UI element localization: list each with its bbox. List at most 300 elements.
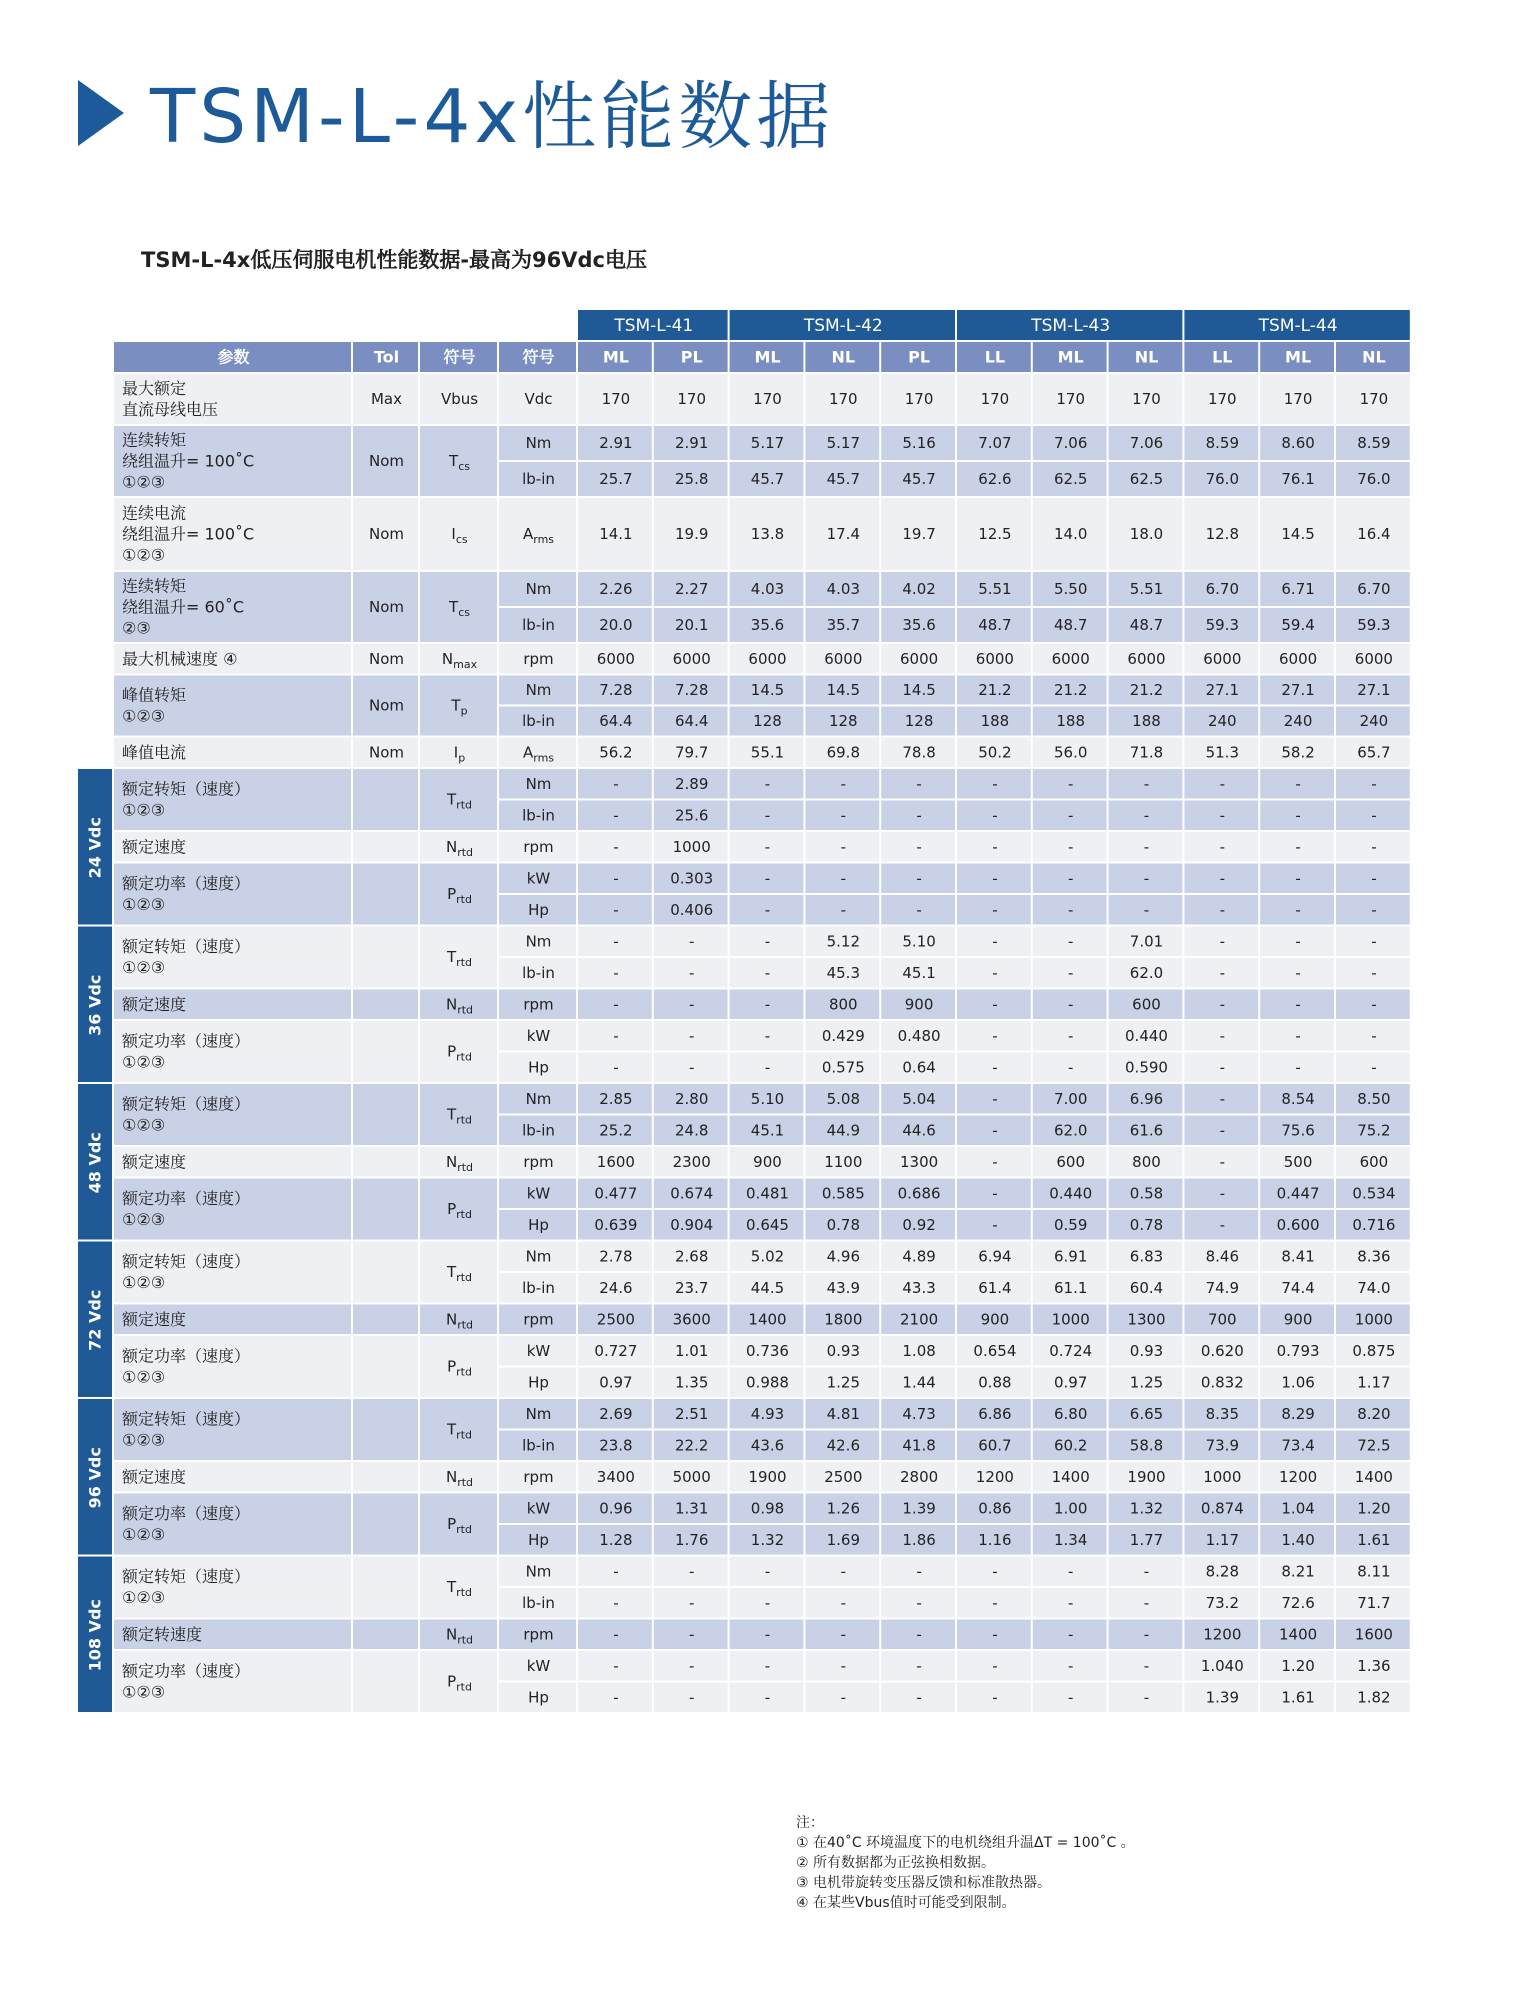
data-value: - [1371, 1058, 1377, 1077]
voltage-label: 96 Vdc [85, 1447, 105, 1509]
data-value: 2.78 [599, 1247, 633, 1266]
unit-value: kW [526, 1656, 551, 1675]
data-value: - [1067, 900, 1074, 919]
param-name-line: 绕组温升= 60˚C [122, 597, 245, 617]
data-value: - [992, 1625, 998, 1644]
unit-value: $A_{rms}$ [522, 525, 555, 546]
data-value: 4.93 [750, 1404, 785, 1423]
data-value: 74.0 [1357, 1278, 1391, 1297]
data-value: - [1067, 1593, 1074, 1612]
data-value: 42.6 [826, 1436, 861, 1455]
data-value: - [1067, 1688, 1074, 1707]
data-value: 2.80 [674, 1089, 709, 1108]
data-value: - [688, 1656, 695, 1675]
model-group-label: TSM-L-43 [1031, 316, 1111, 336]
data-value: - [764, 806, 771, 825]
data-value: 128 [828, 712, 858, 730]
param-name-line: 直流母线电压 [122, 400, 219, 419]
data-value: - [1067, 837, 1074, 856]
data-value: 0.600 [1276, 1215, 1320, 1234]
param-cell [114, 1336, 351, 1397]
data-value: - [1067, 932, 1074, 951]
data-value: 0.86 [978, 1499, 1012, 1518]
data-value: 128 [753, 712, 782, 730]
param-name-line: 额定转速度 [122, 1624, 203, 1644]
voltage-label: 24 Vdc [85, 817, 105, 879]
data-value: 76.0 [1357, 470, 1391, 488]
tol-value: Nom [368, 696, 405, 715]
data-value: 25.8 [674, 470, 709, 488]
data-value: - [992, 963, 998, 982]
header-tol-label: Tol [373, 347, 400, 367]
data-value: 6.91 [1053, 1247, 1088, 1266]
data-value: 1.39 [1205, 1688, 1240, 1707]
data-value: 4.96 [826, 1247, 861, 1266]
data-value: - [916, 806, 922, 825]
data-value: 75.6 [1281, 1121, 1315, 1140]
data-value: - [916, 900, 922, 919]
data-value: 2100 [900, 1310, 939, 1329]
data-value: 1200 [975, 1467, 1014, 1486]
symbol-value: $T_{rtd}$ [447, 790, 472, 811]
data-value: 43.6 [750, 1436, 785, 1455]
symbol-value: $I_p$ [453, 743, 466, 764]
data-value: 24.8 [674, 1121, 709, 1140]
param-name-line: 额定转矩（速度） [122, 1252, 251, 1271]
param-cell [114, 1557, 351, 1618]
data-value: - [1219, 837, 1226, 856]
symbol-value: $P_{rtd}$ [447, 1515, 472, 1536]
data-value: 7.06 [1129, 434, 1164, 452]
data-value: 1300 [900, 1152, 939, 1171]
data-value: - [992, 774, 998, 793]
data-value: - [1371, 837, 1377, 856]
data-value: - [840, 806, 847, 825]
data-value: 240 [1207, 712, 1237, 730]
data-value: - [764, 1625, 771, 1644]
data-value: - [764, 900, 771, 919]
data-value: 0.724 [1049, 1341, 1093, 1360]
unit-value: kW [526, 1026, 551, 1045]
data-value: 240 [1359, 712, 1389, 730]
param-name-line: ①②③ [122, 472, 166, 492]
data-value: 800 [1132, 1152, 1161, 1171]
data-value: - [992, 1656, 998, 1675]
symbol-value: $P_{rtd}$ [447, 1672, 472, 1693]
data-value: 3600 [672, 1310, 711, 1329]
data-value: - [840, 1562, 847, 1581]
data-value: - [992, 995, 998, 1014]
data-value: - [992, 1562, 998, 1581]
unit-value: Nm [525, 434, 552, 452]
data-value: - [916, 837, 922, 856]
data-value: - [1295, 869, 1301, 888]
param-name-line: ①②③ [122, 800, 166, 820]
data-value: 59.3 [1357, 616, 1391, 634]
data-value: - [840, 869, 847, 888]
data-value: 1.20 [1281, 1656, 1315, 1675]
data-value: 5.08 [826, 1089, 861, 1108]
data-value: 4.89 [902, 1247, 936, 1266]
param-name-line: 额定速度 [122, 1309, 187, 1329]
data-value: 1.32 [750, 1530, 785, 1549]
data-value: - [992, 1089, 998, 1108]
header-unit-label: 符号 [522, 347, 555, 367]
param-cell [114, 769, 351, 830]
data-value: 8.54 [1281, 1089, 1315, 1108]
unit-value: Nm [525, 580, 552, 598]
data-value: 1.17 [1205, 1530, 1240, 1549]
symbol-value: $T_{rtd}$ [447, 948, 472, 969]
data-value: 45.1 [902, 963, 936, 982]
tol-cell [353, 1305, 418, 1335]
data-value: 20.1 [674, 616, 709, 634]
data-value: 6000 [1051, 649, 1090, 668]
unit-value: Nm [525, 932, 552, 951]
data-value: 0.686 [897, 1184, 941, 1203]
data-value: - [840, 1656, 847, 1675]
data-value: 0.58 [1129, 1184, 1164, 1203]
data-value: - [992, 1184, 998, 1203]
data-value: 0.59 [1053, 1215, 1088, 1234]
param-name-line: ①②③ [122, 958, 166, 977]
note-item-4: ④ 在某些Vbus值时可能受到限制。 [796, 1895, 1016, 1911]
data-value: 25.6 [674, 806, 709, 825]
data-value: 0.440 [1125, 1026, 1168, 1045]
data-value: - [1143, 774, 1150, 793]
data-value: 22.2 [674, 1436, 709, 1455]
note-item-1: ① 在40˚C 环境温度下的电机绕组升温ΔT = 100˚C 。 [796, 1835, 1135, 1851]
data-value: 0.988 [746, 1373, 789, 1392]
data-value: 1100 [824, 1152, 863, 1171]
data-value: 500 [1283, 1152, 1313, 1171]
data-value: 8.11 [1357, 1562, 1391, 1581]
data-value: - [1295, 1026, 1301, 1045]
data-value: 0.96 [599, 1499, 633, 1518]
data-value: - [916, 1688, 922, 1707]
data-value: 45.1 [750, 1121, 785, 1140]
data-value: 23.7 [674, 1278, 709, 1297]
data-value: 25.2 [599, 1121, 633, 1140]
data-value: 64.4 [674, 712, 709, 730]
param-name-line: 额定速度 [122, 994, 187, 1014]
data-value: 0.645 [746, 1215, 789, 1234]
data-value: - [688, 963, 695, 982]
tol-cell [353, 864, 418, 925]
data-value: 0.98 [750, 1499, 785, 1518]
data-value: 0.727 [594, 1341, 638, 1360]
symbol-value: $P_{rtd}$ [447, 1357, 472, 1378]
data-value: 72.5 [1357, 1436, 1391, 1455]
data-value: 0.654 [973, 1341, 1017, 1360]
data-value: 0.716 [1352, 1215, 1396, 1234]
data-value: 3400 [596, 1467, 635, 1486]
tol-cell [353, 832, 418, 862]
unit-value: Nm [525, 1404, 552, 1423]
data-value: 2.85 [599, 1089, 633, 1108]
data-value: - [688, 1593, 695, 1612]
data-value: 170 [828, 390, 858, 408]
data-value: 1000 [1051, 1310, 1090, 1329]
data-value: 78.8 [902, 743, 936, 762]
data-value: 900 [980, 1310, 1010, 1329]
data-value: 1800 [824, 1310, 863, 1329]
data-value: 0.92 [902, 1215, 936, 1234]
data-value: 8.59 [1357, 434, 1391, 452]
data-value: 69.8 [826, 743, 861, 762]
data-value: 1.44 [902, 1373, 936, 1392]
data-value: - [992, 1152, 998, 1171]
data-value: - [1143, 1625, 1150, 1644]
param-name-line: 额定转矩（速度） [122, 937, 251, 956]
param-cell [114, 864, 351, 925]
data-value: 0.875 [1352, 1341, 1396, 1360]
data-value: - [1219, 869, 1226, 888]
param-name-line: 额定转矩（速度） [122, 1567, 251, 1586]
data-value: 35.6 [750, 616, 785, 634]
tol-cell [353, 1651, 418, 1712]
data-value: - [1067, 1562, 1074, 1581]
param-cell [114, 1494, 351, 1555]
data-value: 19.7 [902, 525, 936, 543]
data-value: 44.5 [750, 1278, 785, 1297]
data-value: 58.8 [1129, 1436, 1164, 1455]
param-cell [114, 1084, 351, 1145]
data-value: 1600 [596, 1152, 635, 1171]
data-value: - [1067, 963, 1074, 982]
data-value: 60.4 [1129, 1278, 1164, 1297]
data-value: 60.2 [1053, 1436, 1088, 1455]
data-value: 900 [753, 1152, 782, 1171]
data-value: 4.03 [750, 580, 785, 598]
data-value: - [764, 932, 771, 951]
data-value: 1.40 [1281, 1530, 1315, 1549]
param-name-line: 额定转矩（速度） [122, 1094, 251, 1114]
data-value: 5.10 [750, 1089, 785, 1108]
data-value: 19.9 [674, 525, 709, 543]
param-cell [114, 1179, 351, 1240]
data-value: 6.83 [1129, 1247, 1164, 1266]
param-name-line: ①②③ [122, 545, 166, 565]
data-value: 7.28 [599, 681, 633, 699]
data-value: 6.96 [1129, 1089, 1164, 1108]
data-value: 56.0 [1053, 743, 1088, 762]
param-name-line: 额定转矩（速度） [122, 1409, 251, 1429]
variant-header-label: ML [754, 347, 781, 367]
data-value: 1.61 [1357, 1530, 1391, 1549]
data-value: - [916, 869, 922, 888]
param-name-line: 连续转矩 [122, 430, 187, 450]
data-value: 8.35 [1205, 1404, 1240, 1423]
voltage-label: 48 Vdc [85, 1132, 105, 1194]
data-value: - [613, 1625, 619, 1644]
data-value: 60.7 [978, 1436, 1012, 1455]
data-value: - [764, 837, 771, 856]
voltage-label: 108 Vdc [85, 1599, 105, 1672]
data-value: 170 [1359, 390, 1389, 408]
data-value: - [992, 1215, 998, 1234]
notes [796, 1813, 1135, 1913]
data-value: 7.07 [978, 434, 1012, 452]
symbol-value: $T_p$ [451, 696, 468, 717]
data-value: 2.68 [674, 1247, 709, 1266]
data-value: - [613, 900, 619, 919]
data-value: - [1067, 1656, 1074, 1675]
data-value: 5.17 [750, 434, 785, 452]
data-value: 62.0 [1053, 1121, 1088, 1140]
data-value: 62.5 [1053, 470, 1088, 488]
data-value: 14.5 [1281, 525, 1315, 543]
data-value: - [764, 1688, 771, 1707]
data-value: - [613, 1656, 619, 1675]
header-symbol-label: 符号 [443, 347, 476, 367]
data-value: - [613, 932, 619, 951]
param-name-line: ①②③ [122, 895, 166, 914]
data-value: 45.7 [826, 470, 861, 488]
data-value: - [1371, 963, 1377, 982]
param-name-line: ②③ [122, 618, 151, 638]
data-value: - [613, 774, 619, 793]
data-value: - [764, 869, 771, 888]
param-name-line: ①②③ [122, 1430, 166, 1450]
data-value: 56.2 [599, 743, 633, 762]
variant-header-label: ML [1057, 347, 1084, 367]
unit-value: $A_{rms}$ [522, 743, 555, 764]
data-value: - [992, 806, 998, 825]
data-value: 41.8 [902, 1436, 936, 1455]
voltage-label: 72 Vdc [85, 1289, 105, 1351]
data-value: - [840, 837, 847, 856]
voltage-label: 36 Vdc [85, 974, 105, 1036]
data-value: 0.832 [1200, 1373, 1244, 1392]
unit-value: Hp [528, 1058, 549, 1077]
data-value: - [1143, 1688, 1150, 1707]
data-value: - [992, 1593, 998, 1612]
unit-value: lb-in [522, 1436, 555, 1455]
tol-value: Nom [368, 649, 405, 668]
data-value: 7.00 [1053, 1089, 1088, 1108]
data-value: 14.5 [826, 681, 861, 699]
data-value: 6000 [596, 649, 635, 668]
data-value: 5.51 [978, 580, 1012, 598]
param-name-line: 绕组温升= 100˚C [122, 524, 255, 544]
data-value: 1.61 [1281, 1688, 1315, 1707]
data-value: 21.2 [1129, 681, 1164, 699]
data-value: 27.1 [1357, 681, 1391, 699]
param-name-line: 额定功率（速度） [122, 1346, 251, 1366]
unit-value: lb-in [522, 1593, 555, 1612]
param-cell [114, 1021, 351, 1082]
data-value: 74.4 [1281, 1278, 1315, 1297]
data-value: 51.3 [1205, 743, 1240, 762]
param-name-line: 绕组温升= 100˚C [122, 451, 255, 471]
data-value: 900 [904, 995, 934, 1014]
data-value: - [688, 1026, 695, 1045]
data-value: - [1371, 1026, 1377, 1045]
unit-value: lb-in [522, 1121, 555, 1140]
data-value: 1.20 [1357, 1499, 1391, 1518]
data-value: 170 [677, 390, 707, 408]
data-value: 35.7 [826, 616, 861, 634]
data-value: - [764, 963, 771, 982]
data-value: 6.94 [978, 1247, 1012, 1266]
data-value: - [840, 1593, 847, 1612]
data-value: 0.88 [978, 1373, 1012, 1392]
data-value: 8.36 [1357, 1247, 1391, 1266]
data-value: 74.9 [1205, 1278, 1240, 1297]
unit-value: rpm [523, 995, 554, 1014]
data-value: 0.429 [821, 1026, 865, 1045]
unit-value: Hp [528, 900, 549, 919]
data-value: 1.28 [599, 1530, 633, 1549]
unit-value: lb-in [522, 470, 555, 488]
data-value: 1.17 [1357, 1373, 1391, 1392]
data-value: 1600 [1354, 1625, 1393, 1644]
unit-value: rpm [523, 837, 554, 856]
unit-value: Nm [525, 774, 552, 793]
data-value: - [764, 1593, 771, 1612]
data-value: - [840, 1688, 847, 1707]
data-value: - [1143, 1656, 1150, 1675]
data-value: 0.639 [594, 1215, 638, 1234]
data-value: 18.0 [1129, 525, 1164, 543]
data-value: - [764, 1058, 771, 1077]
data-value: - [1143, 806, 1150, 825]
unit-value: lb-in [522, 1278, 555, 1297]
param-name-line: 峰值转矩 [122, 685, 187, 705]
data-value: 4.03 [826, 580, 861, 598]
data-value: 1.39 [902, 1499, 936, 1518]
unit-value: kW [526, 1184, 551, 1203]
data-value: - [1067, 806, 1074, 825]
data-value: 6000 [900, 649, 939, 668]
note-item-2: ② 所有数据都为正弦换相数据。 [796, 1855, 996, 1871]
data-value: 8.60 [1281, 434, 1315, 452]
tol-cell [353, 1462, 418, 1492]
variant-header-label: ML [1285, 347, 1312, 367]
data-value: 8.20 [1357, 1404, 1391, 1423]
data-value: - [1067, 774, 1074, 793]
data-value: 20.0 [599, 616, 633, 634]
data-value: 16.4 [1357, 525, 1391, 543]
variant-header-label: NL [1134, 347, 1159, 367]
param-name-line: 额定功率（速度） [122, 874, 251, 893]
symbol-value: $T_{rtd}$ [447, 1263, 472, 1284]
param-name-line: 额定速度 [122, 837, 187, 857]
data-value: - [1219, 1215, 1226, 1234]
data-value: 0.447 [1276, 1184, 1320, 1203]
data-value: 25.7 [599, 470, 633, 488]
data-value: - [916, 1593, 922, 1612]
data-value: - [1219, 1026, 1226, 1045]
data-value: 59.3 [1205, 616, 1240, 634]
data-value: - [1295, 963, 1301, 982]
data-value: - [1143, 900, 1150, 919]
data-value: 73.4 [1281, 1436, 1315, 1455]
data-value: 17.4 [826, 525, 861, 543]
data-value: 1200 [1279, 1467, 1318, 1486]
data-value: - [1295, 837, 1301, 856]
data-value: 170 [1283, 390, 1313, 408]
data-value: - [1143, 1593, 1150, 1612]
data-value: 1400 [1279, 1625, 1318, 1644]
data-value: - [1219, 774, 1226, 793]
data-value: 2500 [824, 1467, 863, 1486]
data-value: - [916, 1562, 922, 1581]
data-value: 6000 [1203, 649, 1242, 668]
data-value: 21.2 [1053, 681, 1088, 699]
param-name-line: ①②③ [122, 706, 166, 726]
